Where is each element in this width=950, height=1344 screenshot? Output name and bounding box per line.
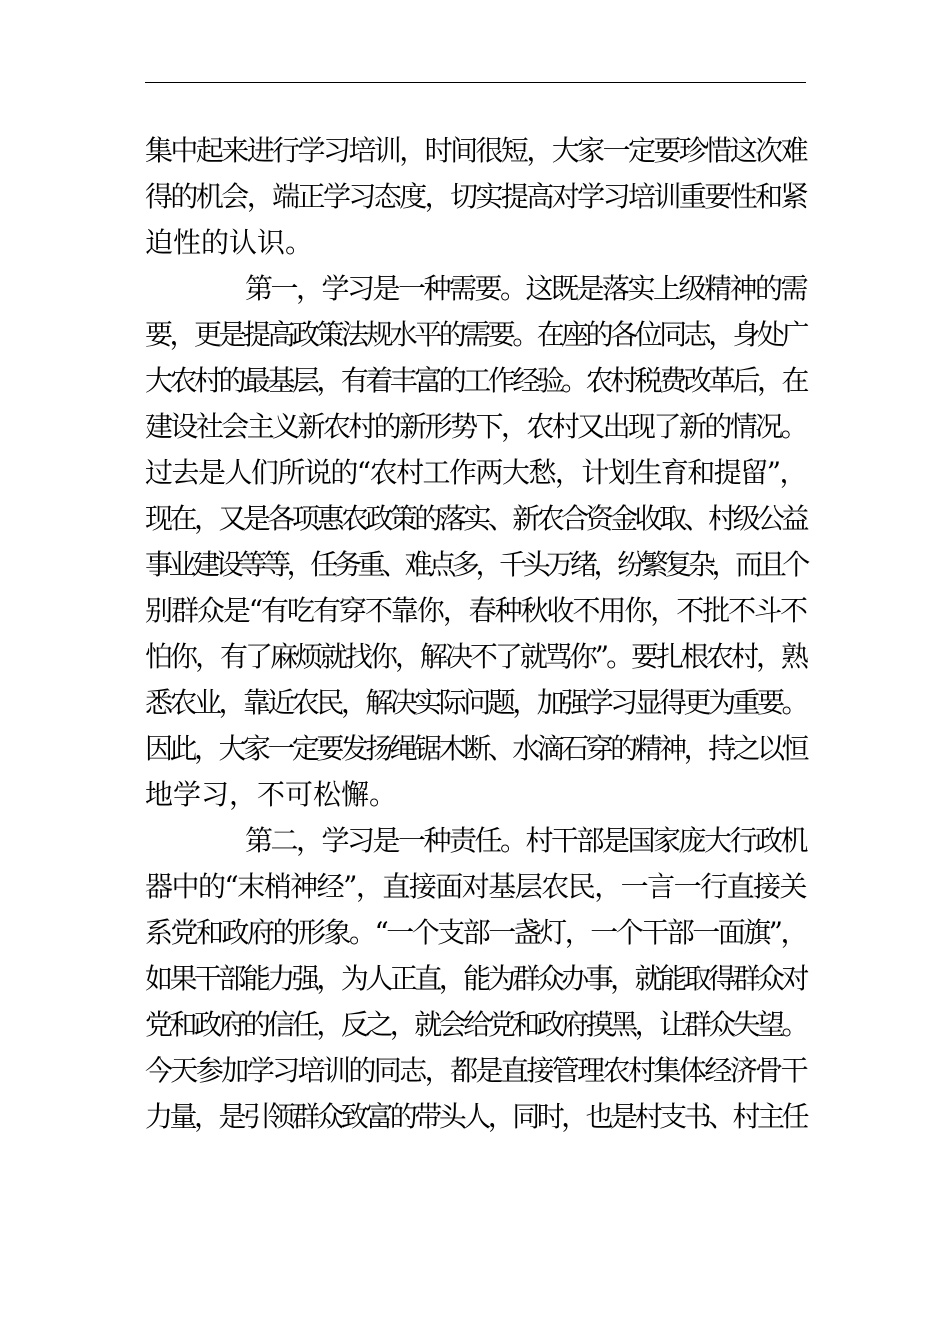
text-line: 第二，学习是一种责任。村干部是国家庞大行政机: [245, 824, 806, 857]
text-line: 要，更是提高政策法规水平的需要。在座的各位同志，身处广: [145, 318, 806, 351]
text-line: 建设社会主义新农村的新形势下，农村又出现了新的情况。: [145, 410, 806, 443]
text-line: 迫性的认识。: [145, 226, 314, 259]
text-line: 过去是人们所说的“农村工作两大愁，计划生育和提留”，: [145, 456, 806, 489]
text-line: 悉农业，靠近农民，解决实际问题，加强学习显得更为重要。: [145, 686, 806, 719]
text-line: 事业建设等等，任务重、难点多，千头万绪，纷繁复杂，而且个: [145, 548, 806, 581]
text-line: 现在，又是各项惠农政策的落实、新农合资金收取、村级公益: [145, 502, 806, 535]
text-line: 怕你，有了麻烦就找你，解决不了就骂你”。要扎根农村，熟: [145, 640, 806, 673]
text-line: 得的机会，端正学习态度，切实提高对学习培训重要性和紧: [145, 180, 806, 213]
text-line: 今天参加学习培训的同志，都是直接管理农村集体经济骨干: [145, 1054, 806, 1087]
text-line: 别群众是“有吃有穿不靠你，春种秋收不用你，不批不斗不: [145, 594, 806, 627]
body-text: [145, 128, 806, 1140]
text-line: 力量，是引领群众致富的带头人，同时，也是村支书、村主任: [145, 1100, 806, 1133]
text-line: 如果干部能力强，为人正直，能为群众办事，就能取得群众对: [145, 962, 806, 995]
text-line: 集中起来进行学习培训，时间很短，大家一定要珍惜这次难: [145, 134, 806, 167]
text-line: 系党和政府的形象。“一个支部一盏灯，一个干部一面旗”，: [145, 916, 806, 949]
text-line: 地学习，不可松懈。: [145, 778, 398, 811]
text-line: 大农村的最基层，有着丰富的工作经验。农村税费改革后，在: [145, 364, 806, 397]
header-rule: [145, 82, 806, 83]
text-line: 党和政府的信任，反之，就会给党和政府摸黑，让群众失望。: [145, 1008, 806, 1041]
text-line: 第一，学习是一种需要。这既是落实上级精神的需: [245, 272, 806, 305]
text-line: 器中的“末梢神经”，直接面对基层农民，一言一行直接关: [145, 870, 806, 903]
text-line: 因此，大家一定要发扬绳锯木断、水滴石穿的精神，持之以恒: [145, 732, 806, 765]
